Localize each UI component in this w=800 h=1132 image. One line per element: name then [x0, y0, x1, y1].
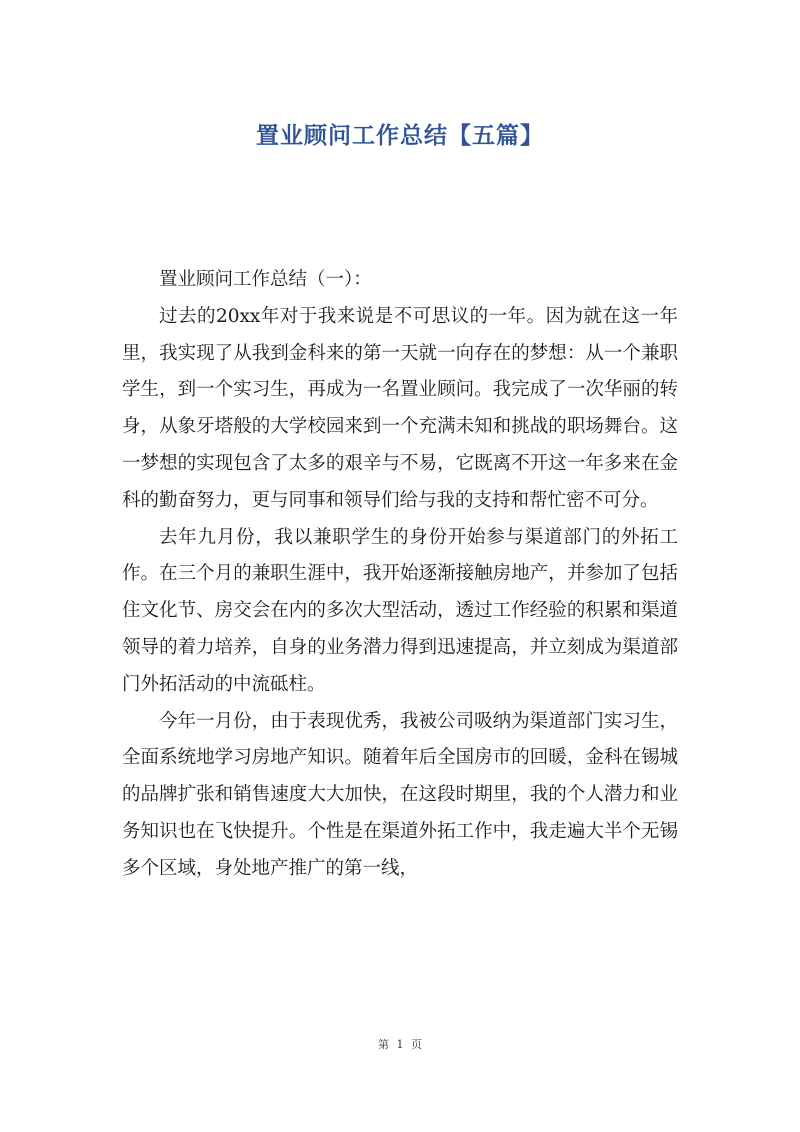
page-number: 1 [396, 1038, 404, 1051]
document-title: 置业顾问工作总结【五篇】 [256, 123, 544, 149]
page-footer [0, 1036, 800, 1052]
paragraph: 去年九月份，我以兼职学生的身份开始参与渠道部门的外拓工作。在三个月的兼职生涯中，我开始逐渐接触房地产，并参加了包括住文化节、房交会在内的多次大型活动，透过工作经验的积累和渠道领导的着力培养，自身的业务潜力得到迅速提高，并立刻成为渠道部门外拓活动的中流砥柱。 [122, 526, 678, 695]
paragraph: 今年一月份，由于表现优秀，我被公司吸纳为渠道部门实习生，全面系统地学习房地产知识。随着年后全国房市的回暖，金科在锡城的品牌扩张和销售速度大大加快，在这段时期里，我的个人潜力和业务知识也在飞快提升。个性是在渠道外拓工作中，我走遍大半个无锡多个区域，身处地产推广的第一线， [122, 710, 678, 879]
paragraph: 过去的20xx年对于我来说是不可思议的一年。因为就在这一年里，我实现了从我到金科来的第一天就一向存在的梦想：从一个兼职学生，到一个实习生，再成为一名置业顾问。我完成了一次华丽的转身，从象牙塔般的大学校园来到一个充满未知和挑战的职场舞台。这一梦想的实现包含了太多的艰辛与不易，它既离不开这一年多来在金科的勤奋努力，更与同事和领导们给与我的支持和帮忙密不可分。 [122, 305, 678, 511]
page-suffix: 页 [411, 1038, 422, 1051]
page-prefix: 第 [378, 1038, 389, 1051]
section-heading: 置业顾问工作总结（一）： [159, 269, 372, 290]
document-body [122, 262, 678, 888]
